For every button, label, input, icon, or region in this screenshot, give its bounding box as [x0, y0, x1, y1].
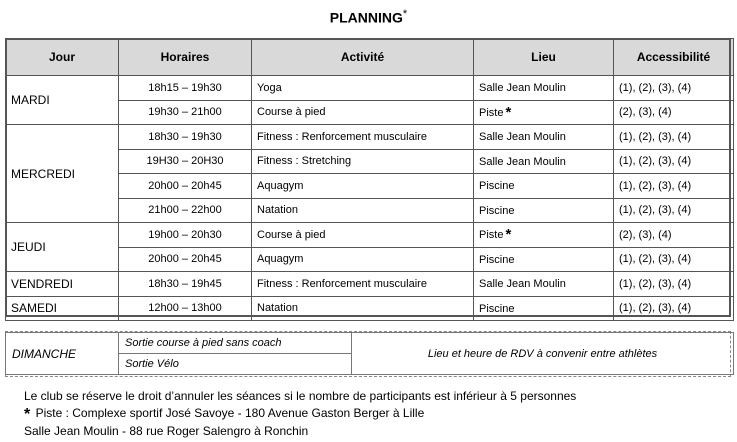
time-cell: 19h00 – 20h30	[119, 223, 252, 248]
place-text: Piscine	[479, 180, 515, 193]
place-cell	[474, 272, 614, 297]
table-row	[6, 272, 734, 297]
activity-cell: Natation	[252, 198, 474, 223]
place-cell	[474, 125, 614, 150]
col-header-activite: Activité	[252, 39, 474, 76]
place-cell	[474, 223, 614, 248]
title-text: PLANNING	[329, 9, 403, 26]
day-cell-vendredi: VENDREDI	[6, 272, 119, 297]
access-cell: (1), (2), (3), (4)	[614, 198, 734, 223]
col-header-horaires: Horaires	[119, 39, 252, 76]
day-cell-samedi: SAMEDI	[6, 296, 119, 321]
time-cell: 20h00 – 20h45	[119, 174, 252, 199]
place-asterisk: *	[505, 226, 512, 244]
place-text: Salle Jean Moulin	[479, 131, 566, 144]
activity-cell: Fitness : Stretching	[252, 149, 474, 174]
footnotes	[24, 388, 576, 440]
time-cell: 20h00 – 20h45	[119, 247, 252, 272]
activity-cell: Course à pied	[252, 100, 474, 125]
activity-cell: Fitness : Renforcement musculaire	[252, 125, 474, 150]
place-text: Piscine	[479, 302, 515, 315]
day-cell-jeudi: JEUDI	[6, 223, 119, 272]
access-cell: (1), (2), (3), (4)	[614, 149, 734, 174]
place-cell	[474, 76, 614, 101]
time-cell: 19H30 – 20H30	[119, 149, 252, 174]
sunday-option: Sortie course à pied sans coach	[119, 333, 352, 354]
activity-cell: Yoga	[252, 76, 474, 101]
access-cell: (1), (2), (3), (4)	[614, 125, 734, 150]
place-text: Salle Jean Moulin	[479, 82, 566, 95]
footnote-piste-text: Piste : Complexe sportif José Savoye - 180 Avenue Gaston Berger à Lille	[35, 406, 425, 420]
footnote-cancellation: Le club se réserve le droit d’annuler les séances si le nombre de participants est inférieur à 5 personnes	[24, 389, 577, 403]
time-cell: 18h30 – 19h45	[119, 272, 252, 297]
place-text: Piste	[479, 106, 504, 119]
planning-table	[5, 38, 734, 321]
time-cell: 18h15 – 19h30	[119, 76, 252, 101]
title-asterisk: *	[402, 8, 408, 20]
place-cell	[474, 247, 614, 272]
place-asterisk: *	[505, 103, 512, 121]
place-cell	[474, 296, 614, 321]
access-cell: (1), (2), (3), (4)	[614, 296, 734, 321]
footnote-asterisk: *	[24, 406, 31, 423]
table-row	[6, 296, 734, 321]
table-row	[6, 125, 734, 150]
sunday-note: Lieu et heure de RDV à convenir entre athlètes	[352, 333, 734, 375]
activity-cell: Course à pied	[252, 223, 474, 248]
access-cell: (1), (2), (3), (4)	[614, 76, 734, 101]
footnote-piste	[24, 405, 576, 423]
sunday-row	[6, 333, 734, 354]
day-cell-dimanche: DIMANCHE	[6, 333, 119, 375]
access-cell: (1), (2), (3), (4)	[614, 247, 734, 272]
time-cell: 21h00 – 22h00	[119, 198, 252, 223]
place-text: Piste	[479, 229, 504, 242]
col-header-lieu: Lieu	[474, 39, 614, 76]
activity-cell: Natation	[252, 296, 474, 321]
col-header-accessibilite: Accessibilité	[614, 39, 734, 76]
sunday-option: Sortie Vélo	[119, 354, 352, 375]
place-cell	[474, 198, 614, 223]
access-cell: (2), (3), (4)	[614, 100, 734, 125]
place-text: Piscine	[479, 204, 515, 217]
activity-cell: Aquagym	[252, 247, 474, 272]
place-cell	[474, 149, 614, 174]
activity-cell: Aquagym	[252, 174, 474, 199]
table-header-row	[6, 39, 734, 76]
place-text: Salle Jean Moulin	[479, 155, 566, 168]
day-cell-mercredi: MERCREDI	[6, 125, 119, 223]
table-row	[6, 76, 734, 101]
place-text: Piscine	[479, 253, 515, 266]
access-cell: (2), (3), (4)	[614, 223, 734, 248]
table-row	[6, 223, 734, 248]
access-cell: (1), (2), (3), (4)	[614, 272, 734, 297]
time-cell: 19h30 – 21h00	[119, 100, 252, 125]
activity-cell: Fitness : Renforcement musculaire	[252, 272, 474, 297]
access-cell: (1), (2), (3), (4)	[614, 174, 734, 199]
page-title	[0, 8, 737, 26]
place-text: Salle Jean Moulin	[479, 278, 566, 291]
sunday-table	[5, 332, 734, 375]
place-cell	[474, 174, 614, 199]
col-header-jour: Jour	[6, 39, 119, 76]
footnote-salle: Salle Jean Moulin - 88 rue Roger Salengro à Ronchin	[24, 424, 309, 438]
day-cell-mardi: MARDI	[6, 76, 119, 125]
time-cell: 12h00 – 13h00	[119, 296, 252, 321]
place-cell	[474, 100, 614, 125]
time-cell: 18h30 – 19h30	[119, 125, 252, 150]
